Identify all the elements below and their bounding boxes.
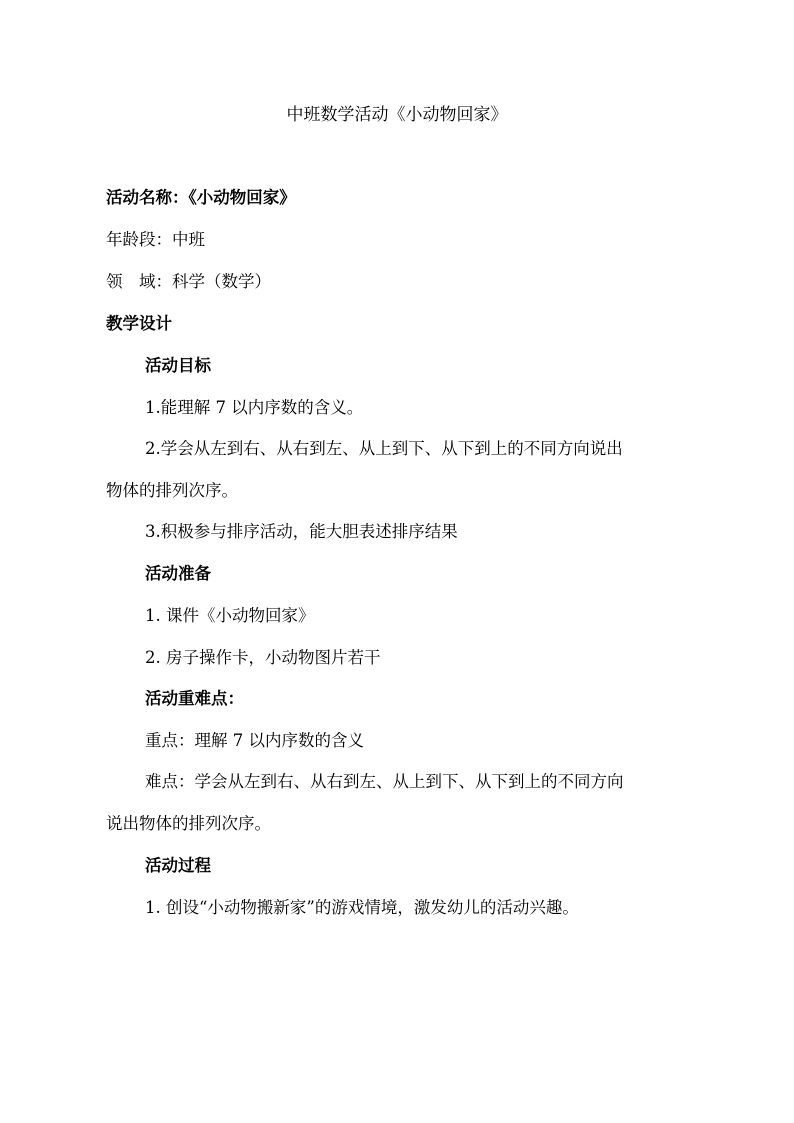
prep-2: 2. 房子操作卡，小动物图片若干 [145, 648, 381, 667]
process-1: 1. 创设“小动物搬新家”的游戏情境，激发幼儿的活动兴趣。 [145, 898, 579, 917]
activity-name: 活动名称：《小动物回家》 [106, 188, 296, 207]
process-heading: 活动过程 [145, 856, 211, 875]
goal-1: 1.能理解 7 以内序数的含义。 [145, 398, 364, 417]
key-point: 重点：理解 7 以内序数的含义 [145, 731, 364, 750]
document-title: 中班数学活动《小动物回家》 [286, 105, 508, 125]
goals-heading: 活动目标 [145, 356, 211, 375]
age-group: 年龄段：中班 [106, 230, 205, 249]
goal-3: 3.积极参与排序活动，能大胆表述排序结果 [145, 522, 458, 541]
keypoints-heading: 活动重难点： [145, 689, 244, 708]
difficulty-line-1: 难点：学会从左到右、从右到左、从上到下、从下到上的不同方向 [145, 772, 624, 791]
difficulty-line-2: 说出物体的排列次序。 [106, 814, 271, 833]
goal-2-line-2: 物体的排列次序。 [106, 481, 238, 500]
field: 领 域：科学（数学） [106, 272, 271, 291]
prep-heading: 活动准备 [145, 564, 211, 583]
goal-2-line-1: 2.学会从左到右、从右到左、从上到下、从下到上的不同方向说出 [145, 439, 623, 458]
section-teaching-design: 教学设计 [106, 314, 172, 333]
prep-1: 1. 课件《小动物回家》 [145, 606, 315, 625]
